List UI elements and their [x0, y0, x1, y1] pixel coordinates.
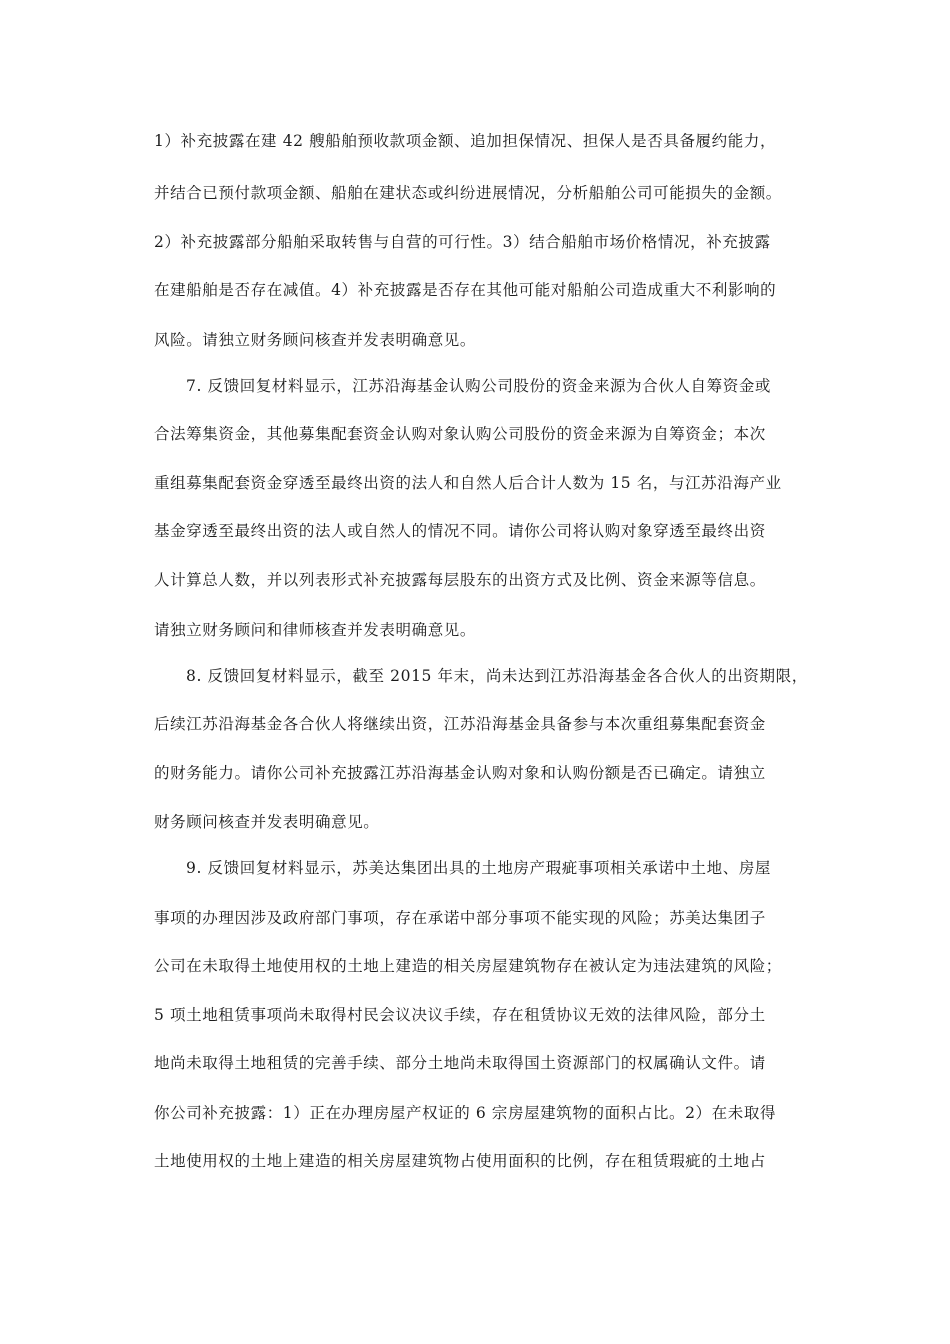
- text-line: 事项的办理因涉及政府部门事项，存在承诺中部分事项不能实现的风险；苏美达集团子: [154, 909, 766, 927]
- text-line: 请独立财务顾问和律师核查并发表明确意见。: [154, 621, 477, 639]
- text-line: 重组募集配套资金穿透至最终出资的法人和自然人后合计人数为 15 名，与江苏沿海产业: [154, 474, 782, 492]
- text-line: 财务顾问核查并发表明确意见。: [154, 813, 380, 831]
- text-line: 后续江苏沿海基金各合伙人将继续出资，江苏沿海基金具备参与本次重组募集配套资金: [154, 715, 766, 733]
- paragraph-8-start: 8. 反馈回复材料显示，截至 2015 年末，尚未达到江苏沿海基金各合伙人的出资期限，: [186, 667, 808, 685]
- text-line: 5 项土地租赁事项尚未取得村民会议决议手续，存在租赁协议无效的法律风险，部分土: [154, 1006, 766, 1024]
- text-line: 合法筹集资金，其他募集配套资金认购对象认购公司股份的资金来源为自筹资金；本次: [154, 425, 766, 443]
- text-line: 风险。请独立财务顾问核查并发表明确意见。: [154, 331, 477, 349]
- paragraph-9-start: 9. 反馈回复材料显示，苏美达集团出具的土地房产瑕疵事项相关承诺中土地、房屋: [186, 859, 772, 877]
- paragraph-7-start: 7. 反馈回复材料显示，江苏沿海基金认购公司股份的资金来源为合伙人自筹资金或: [186, 377, 772, 395]
- text-line: 公司在未取得土地使用权的土地上建造的相关房屋建筑物存在被认定为违法建筑的风险；: [154, 957, 782, 975]
- text-line: 基金穿透至最终出资的法人或自然人的情况不同。请你公司将认购对象穿透至最终出资: [154, 522, 766, 540]
- text-line: 人计算总人数，并以列表形式补充披露每层股东的出资方式及比例、资金来源等信息。: [154, 571, 766, 589]
- text-line: 地尚未取得土地租赁的完善手续、部分土地尚未取得国土资源部门的权属确认文件。请: [154, 1054, 766, 1072]
- text-line: 土地使用权的土地上建造的相关房屋建筑物占使用面积的比例，存在租赁瑕疵的土地占: [154, 1152, 766, 1170]
- text-line: 2）补充披露部分船舶采取转售与自营的可行性。3）结合船舶市场价格情况，补充披露: [154, 233, 771, 251]
- text-line: 并结合已预付款项金额、船舶在建状态或纠纷进展情况，分析船舶公司可能损失的金额。: [154, 184, 782, 202]
- text-line: 1）补充披露在建 42 艘船舶预收款项金额、追加担保情况、担保人是否具备履约能力，: [154, 132, 777, 150]
- text-line: 的财务能力。请你公司补充披露江苏沿海基金认购对象和认购份额是否已确定。请独立: [154, 764, 766, 782]
- text-line: 你公司补充披露：1）正在办理房屋产权证的 6 宗房屋建筑物的面积占比。2）在未取得: [154, 1104, 777, 1122]
- text-line: 在建船舶是否存在减值。4）补充披露是否存在其他可能对船舶公司造成重大不利影响的: [154, 281, 777, 299]
